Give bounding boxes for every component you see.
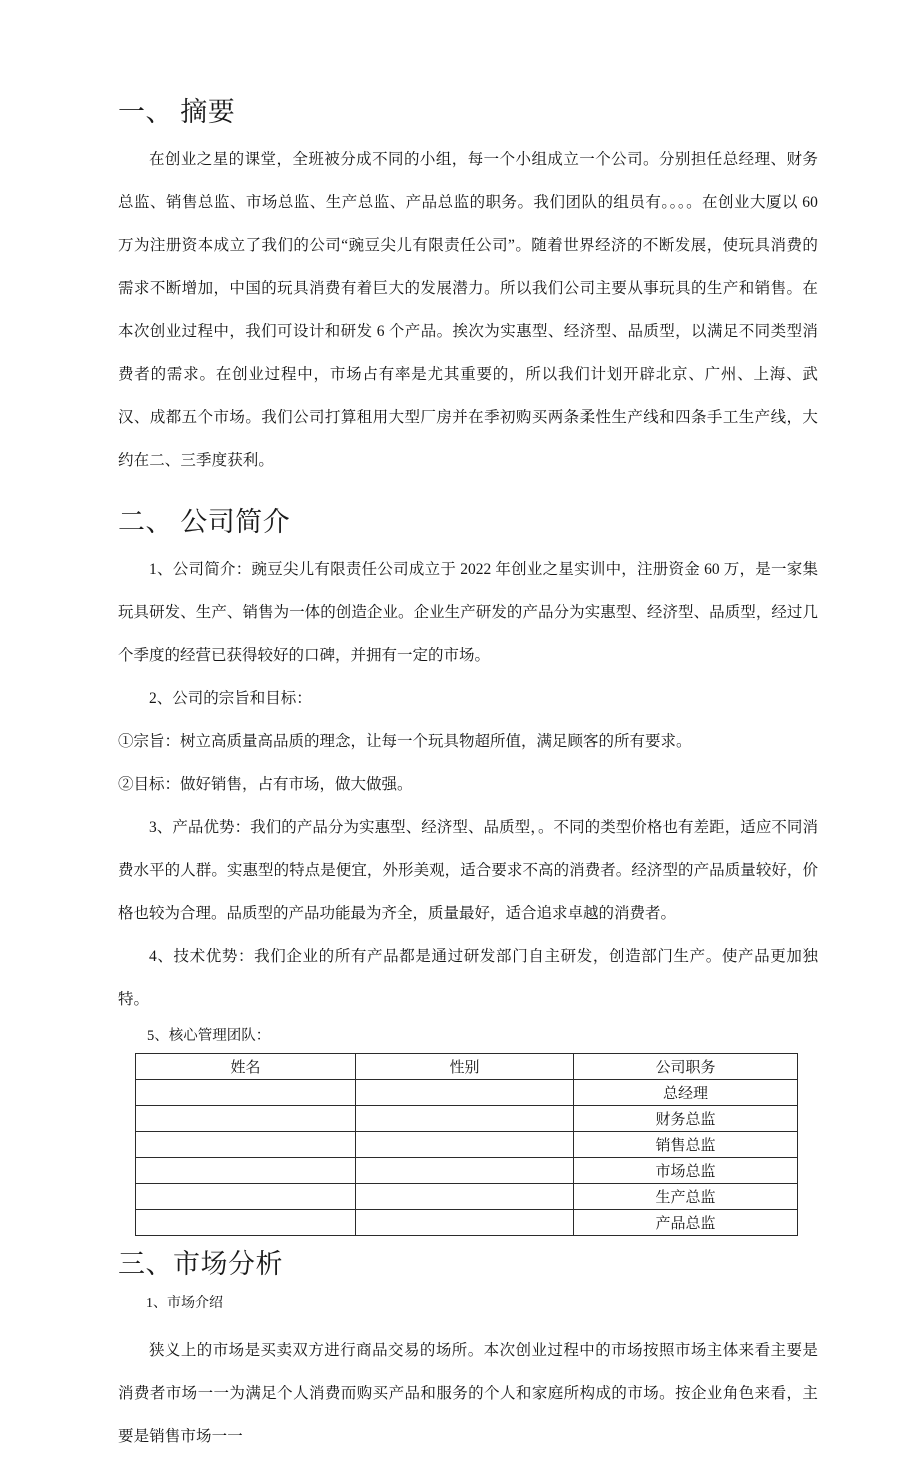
- heading-market-analysis: 三、市场分析: [118, 1248, 283, 1279]
- market-analysis-paragraph: 狭义上的市场是买卖双方进行商品交易的场所。本次创业过程中的市场按照市场主体来看主要是消费者市场一一为满足个人消费而购买产品和服务的个人和家庭所构成的市场。按企业角色来看，主要是销售市场一一: [118, 1342, 818, 1446]
- table-row: [136, 1157, 798, 1183]
- company-tech-advantage-item: 4、技术优势：我们企业的所有产品都是通过研发部门自主研发，创造部门生产。使产品更加独特。: [118, 947, 818, 1008]
- table-header-gender: 性别: [356, 1053, 574, 1079]
- core-team-label: 5、核心管理团队：: [147, 1027, 271, 1044]
- cell-name[interactable]: [136, 1209, 356, 1235]
- cell-gender[interactable]: [356, 1209, 574, 1235]
- company-intro-item-2: 2、公司的宗旨和目标：: [149, 689, 312, 707]
- cell-name[interactable]: [136, 1131, 356, 1157]
- table-header-row: [136, 1053, 798, 1079]
- cell-name[interactable]: [136, 1157, 356, 1183]
- heading-company-intro: 二、 公司简介: [118, 506, 291, 537]
- table-row: [136, 1131, 798, 1157]
- cell-gender[interactable]: [356, 1079, 574, 1105]
- cell-gender[interactable]: [356, 1105, 574, 1131]
- company-purpose-item: ①宗旨：树立高质量高品质的理念，让每一个玩具物超所值，满足顾客的所有要求。: [118, 732, 692, 750]
- table-row: [136, 1079, 798, 1105]
- cell-role[interactable]: 财务总监: [574, 1105, 798, 1131]
- company-product-advantage-item: 3、产品优势：我们的产品分为实惠型、经济型、品质型，。不同的类型价格也有差距，适应不同消费水平的人群。实惠型的特点是便宜，外形美观，适合要求不高的消费者。经济型的产品质量较好，价格也较为合理。品质型的产品功能最为齐全，质量最好，适合追求卓越的消费者。: [118, 818, 818, 922]
- spacer: [118, 1319, 818, 1329]
- document-body: [118, 96, 818, 1458]
- cell-role[interactable]: 生产总监: [574, 1183, 798, 1209]
- cell-name[interactable]: [136, 1183, 356, 1209]
- table-row: [136, 1183, 798, 1209]
- core-management-team-table: [135, 1053, 798, 1236]
- cell-role[interactable]: 总经理: [574, 1079, 798, 1105]
- cell-gender[interactable]: [356, 1131, 574, 1157]
- cell-role[interactable]: 市场总监: [574, 1157, 798, 1183]
- heading-abstract: 一、 摘要: [118, 97, 236, 127]
- market-intro-subheading: 1、市场介绍: [146, 1296, 223, 1312]
- cell-gender[interactable]: [356, 1157, 574, 1183]
- cell-role[interactable]: 产品总监: [574, 1209, 798, 1235]
- table-header-role: 公司职务: [574, 1053, 798, 1079]
- cell-name[interactable]: [136, 1105, 356, 1131]
- abstract-paragraph: 在创业之星的课堂，全班被分成不同的小组，每一个小组成立一个公司。分别担任总经理、财务总监、销售总监、市场总监、生产总监、产品总监的职务。我们团队的组员有。。。。在创业大厦以 60 万为注册资本成立了我们的公司“豌豆尖儿有限责任公司”。随着世界经济的不断发展，使玩具消费的需求不断增加，中国的玩具消费有着巨大的发展潜力。所以我们公司主要从事玩具的生产和销售。在本次创业过程中，我们可设计和研发 6 个产品。挨次为实惠型、经济型、品质型，以满足不同类型消费者的需求。在创业过程中，市场占有率是尤其重要的，所以我们计划开辟北京、广州、上海、武汉、成都五个市场。我们公司打算租用大型厂房并在季初购买两条柔性生产线和四条手工生产线，大约在二、三季度获利。: [118, 150, 818, 469]
- cell-name[interactable]: [136, 1079, 356, 1105]
- cell-role[interactable]: 销售总监: [574, 1131, 798, 1157]
- cell-gender[interactable]: [356, 1183, 574, 1209]
- table-row: [136, 1209, 798, 1235]
- company-intro-item-1: 1、公司简介：豌豆尖儿有限责任公司成立于 2022 年创业之星实训中，注册资金 60 万，是一家集玩具研发、生产、销售为一体的创造企业。企业生产研发的产品分为实惠型、经济型、品质型，经过几个季度的经营已获得较好的口碑，并拥有一定的市场。: [118, 560, 818, 664]
- table-header-name: 姓名: [136, 1053, 356, 1079]
- table-row: [136, 1105, 798, 1131]
- company-goal-item: ②目标：做好销售，占有市场，做大做强。: [118, 775, 413, 793]
